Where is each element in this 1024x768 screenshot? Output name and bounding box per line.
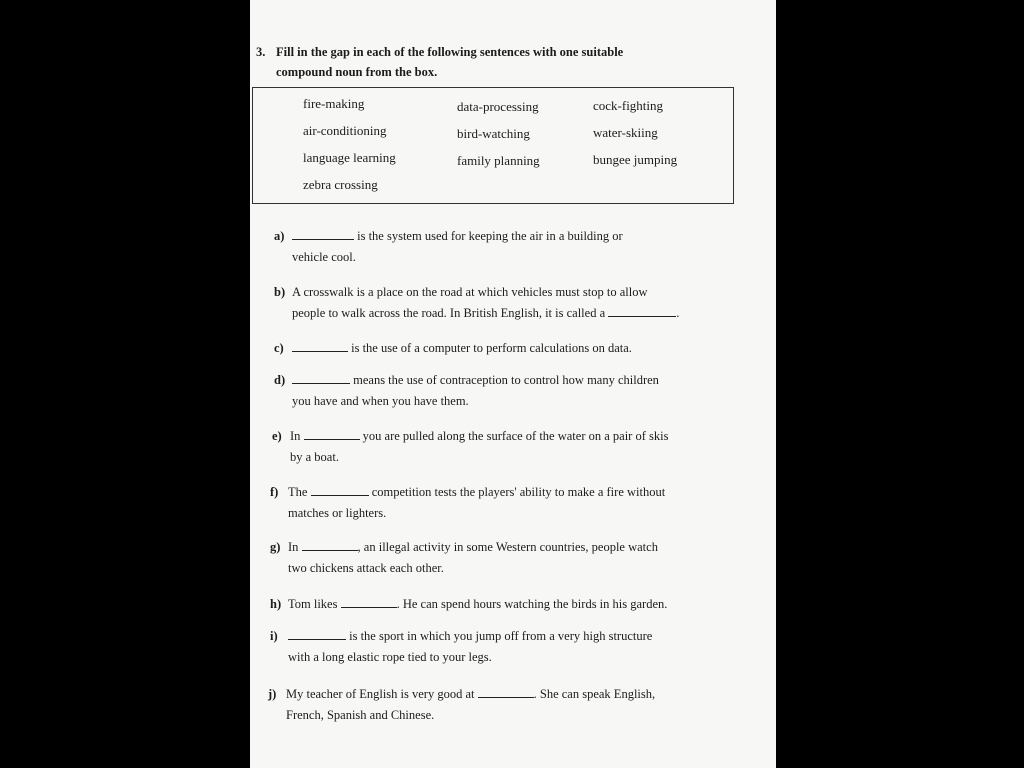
item-text-line2: two chickens attack each other. xyxy=(288,561,444,575)
item-label: c) xyxy=(274,341,284,355)
item-text: competition tests the players' ability to make a fire without xyxy=(368,485,666,499)
box-word: zebra crossing xyxy=(303,177,378,192)
item-text: A crosswalk is a place on the road at which vehicles must stop to allow xyxy=(292,285,648,299)
item-text: means the use of contraception to control how many children xyxy=(350,373,659,387)
item-text: is the use of a computer to perform calculations on data. xyxy=(348,341,632,355)
box-word: water-skiing xyxy=(593,125,658,140)
box-word: fire-making xyxy=(303,96,365,111)
item-text: people to walk across the road. In British English, it is called a xyxy=(292,306,609,320)
box-word: bird-watching xyxy=(457,126,530,141)
item-text-line2: with a long elastic rope tied to your legs. xyxy=(288,650,492,664)
item-text: is the sport in which you jump off from a very high structure xyxy=(346,629,653,643)
answer-blank[interactable] xyxy=(304,427,360,440)
answer-blank[interactable] xyxy=(341,595,397,608)
item-text: . She can speak English, xyxy=(533,687,656,701)
answer-blank[interactable] xyxy=(292,371,350,384)
item-label: a) xyxy=(274,229,285,243)
answer-blank[interactable] xyxy=(608,304,676,317)
item-label: h) xyxy=(270,597,282,611)
answer-blank[interactable] xyxy=(478,685,534,698)
item-label: g) xyxy=(270,540,281,554)
item-text: . He can spend hours watching the birds in his garden. xyxy=(396,597,668,611)
answer-blank[interactable] xyxy=(311,483,369,496)
item-text: you are pulled along the surface of the water on a pair of skis xyxy=(359,429,669,443)
item-text: is the system used for keeping the air in a building or xyxy=(354,229,623,243)
item-text-line2: you have and when you have them. xyxy=(292,394,469,408)
answer-blank[interactable] xyxy=(302,538,358,551)
box-word: bungee jumping xyxy=(593,152,678,167)
box-word: air-conditioning xyxy=(303,123,387,138)
item-label: f) xyxy=(270,485,279,499)
item-label: d) xyxy=(274,373,286,387)
item-label: j) xyxy=(268,687,277,701)
item-label: b) xyxy=(274,285,286,299)
item-text: , an illegal activity in some Western countries, people watch xyxy=(357,540,658,554)
item-text-line2: French, Spanish and Chinese. xyxy=(286,708,435,722)
instruction-line-1: Fill in the gap in each of the following sentences with one suitable xyxy=(276,45,624,59)
worksheet-page: 3. Fill in the gap in each of the following sentences with one suitable compound noun from the box. fire-making data-processing cock-fighting air-conditioning bird-watching water-skiing language learning family planning bungee jumping zebra crossing a) is the system used for keeping the air in a building or vehicle cool. b) A crosswalk is a place on the road at which vehicles must stop to allow people to walk across the road. In British English, it is called a . c) is the use of a computer to perform calculations on data. d) means the use of contraception to control how many children you have and when you have them. e) In you are pulled along the surface of the water on a pair of skis by a boat. f) The competition tests the players' ability to make a fire without matches or lighters. g) In , an illegal activity in some Western countries, people watch two chickens attack each other. h) Tom likes . He can spend hours watching the birds in his garden. i) is the sport in which you jump off from a very high structure with a long elastic rope tied to your legs. j) My teacher of English is very good at . She can speak English, French, Spanish and Chinese. xyxy=(250,0,776,768)
question-number: 3. xyxy=(256,45,266,59)
box-word: family planning xyxy=(457,153,540,168)
item-text-line2: by a boat. xyxy=(290,450,339,464)
answer-blank[interactable] xyxy=(292,227,354,240)
instruction-line-2: compound noun from the box. xyxy=(276,65,438,79)
box-word: cock-fighting xyxy=(593,98,664,113)
item-label: e) xyxy=(272,429,282,443)
word-box xyxy=(252,87,734,204)
box-word: data-processing xyxy=(457,99,539,114)
item-text-line2: vehicle cool. xyxy=(292,250,356,264)
box-word: language learning xyxy=(303,150,396,165)
answer-blank[interactable] xyxy=(288,627,346,640)
item-text-line2: matches or lighters. xyxy=(288,506,387,520)
answer-blank[interactable] xyxy=(292,339,348,352)
item-label: i) xyxy=(270,629,278,643)
